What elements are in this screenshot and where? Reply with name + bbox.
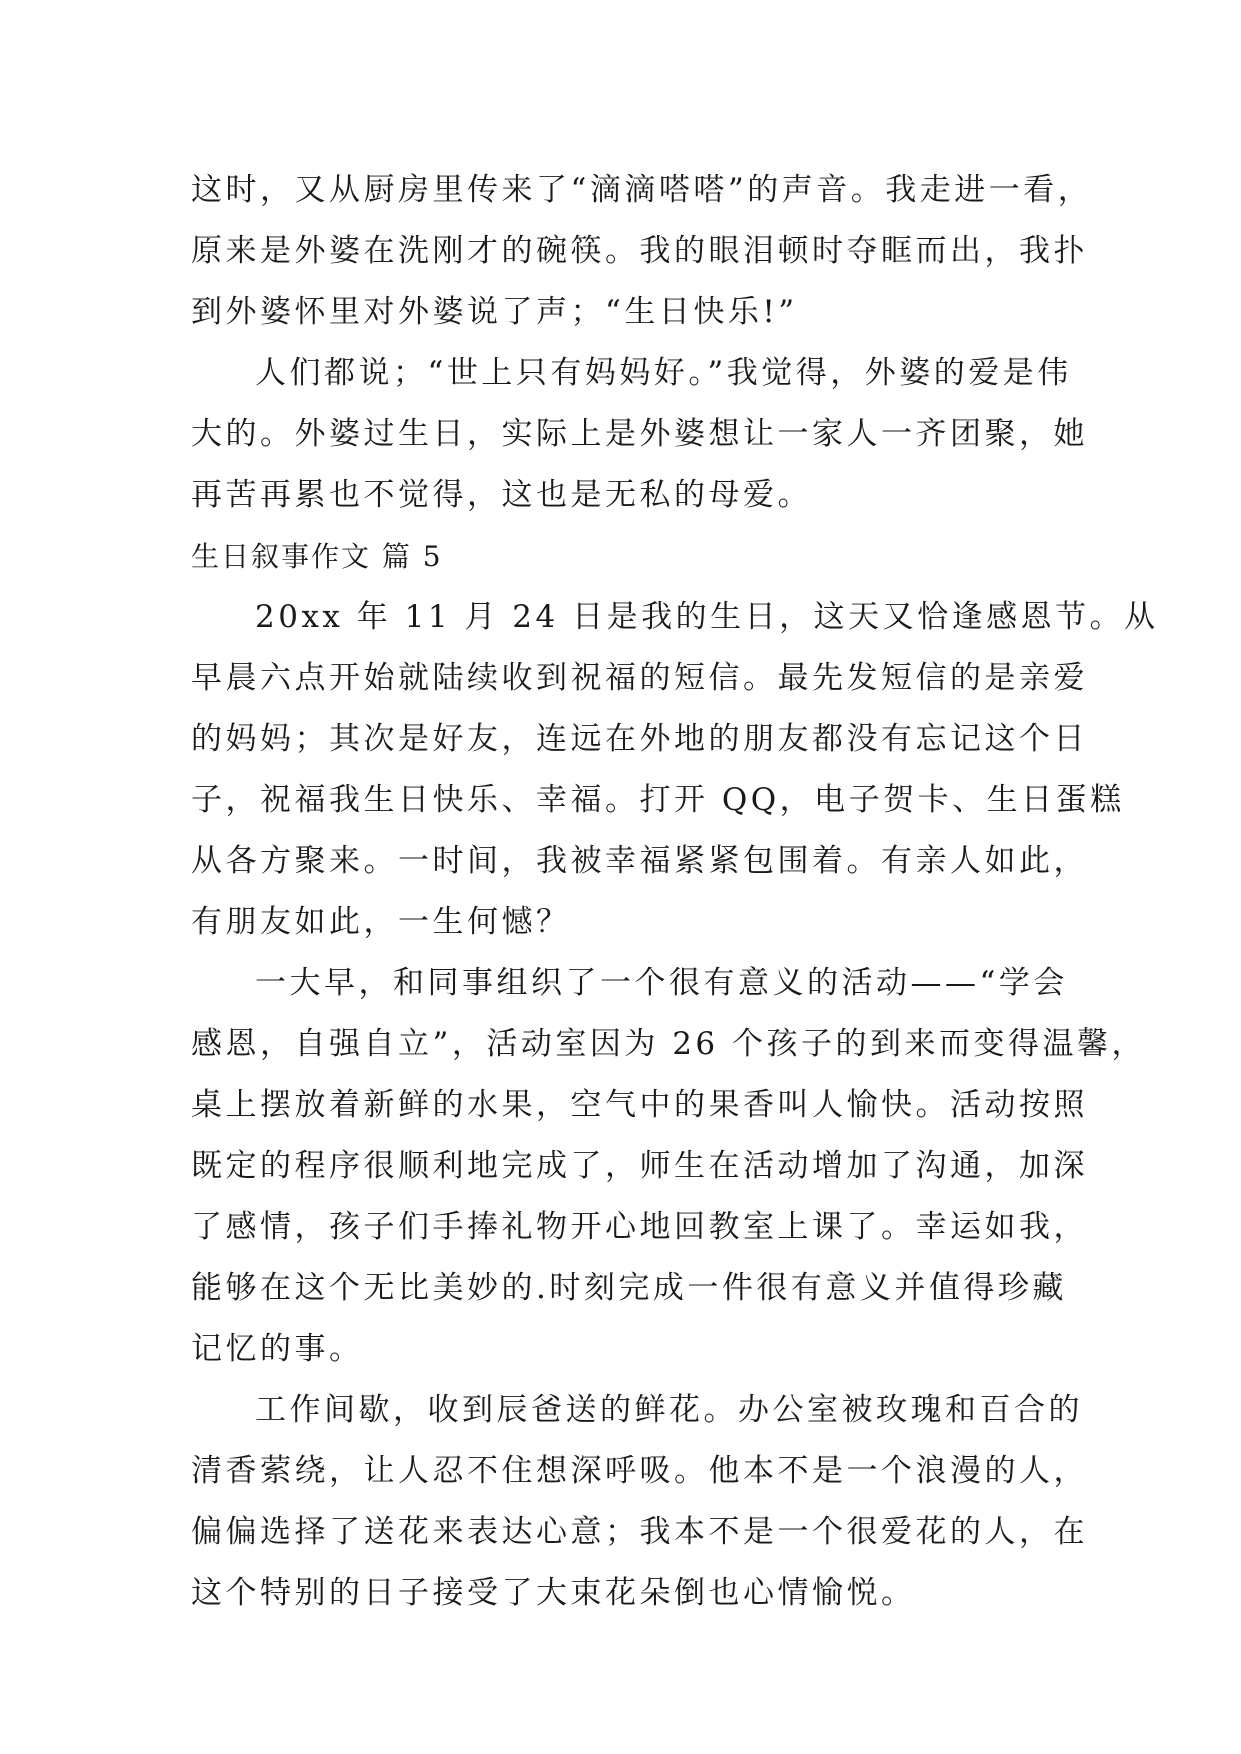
text-line: 人们都说；“世上只有妈妈好。”我觉得，外婆的爱是伟: [255, 355, 1072, 391]
text-line: 桌上摆放着新鲜的水果，空气中的果香叫人愉快。活动按照: [191, 1087, 1088, 1123]
paragraph: [191, 587, 1159, 953]
text-line: 原来是外婆在洗刚才的碗筷。我的眼泪顿时夺眶而出，我扑: [191, 233, 1088, 269]
text-line: 偏偏选择了送花来表达心意；我本不是一个很爱花的人，在: [191, 1514, 1088, 1550]
text-line: 大的。外婆过生日，实际上是外婆想让一家人一齐团聚，她: [191, 416, 1088, 452]
paragraph: [191, 953, 1146, 1380]
paragraph: [191, 160, 1093, 343]
text-line: 这时，又从厨房里传来了“滴滴嗒嗒”的声音。我走进一看，: [191, 172, 1093, 208]
text-line: 有朋友如此，一生何憾？: [191, 904, 571, 940]
text-line: 了感情，孩子们手捧礼物开心地回教室上课了。幸运如我，: [191, 1209, 1088, 1245]
text-line: 这个特别的日子接受了大束花朵倒也心情愉悦。: [191, 1575, 916, 1611]
text-line: 能够在这个无比美妙的.时刻完成一件很有意义并值得珍藏: [191, 1270, 1067, 1306]
paragraph: [191, 1380, 1088, 1624]
section-heading: 生日叙事作文 篇 5: [191, 540, 443, 573]
text-line: 子，祝福我生日快乐、幸福。打开 QQ，电子贺卡、生日蛋糕: [191, 782, 1125, 818]
text-line: 记忆的事。: [191, 1331, 364, 1367]
text-line: 清香萦绕，让人忍不住想深呼吸。他本不是一个浪漫的人，: [191, 1453, 1088, 1489]
text-line: 从各方聚来。一时间，我被幸福紧紧包围着。有亲人如此，: [191, 843, 1088, 879]
text-line: 一大早，和同事组织了一个很有意义的活动——“学会: [255, 965, 1068, 1001]
text-line: 感恩，自强自立”，活动室因为 26 个孩子的到来而变得温馨，: [191, 1026, 1146, 1062]
text-line: 工作间歇，收到辰爸送的鲜花。办公室被玫瑰和百合的: [255, 1392, 1083, 1428]
text-line: 早晨六点开始就陆续收到祝福的短信。最先发短信的是亲爱: [191, 660, 1088, 696]
paragraph: [191, 343, 1088, 526]
document-page: [191, 160, 1159, 1624]
text-line: 既定的程序很顺利地完成了，师生在活动增加了沟通，加深: [191, 1148, 1088, 1184]
text-line: 20xx 年 11 月 24 日是我的生日，这天又恰逢感恩节。从: [255, 599, 1159, 635]
text-line: 再苦再累也不觉得，这也是无私的母爱。: [191, 477, 812, 513]
text-line: 的妈妈；其次是好友，连远在外地的朋友都没有忘记这个日: [191, 721, 1088, 757]
text-line: 到外婆怀里对外婆说了声；“生日快乐!”: [191, 294, 798, 330]
